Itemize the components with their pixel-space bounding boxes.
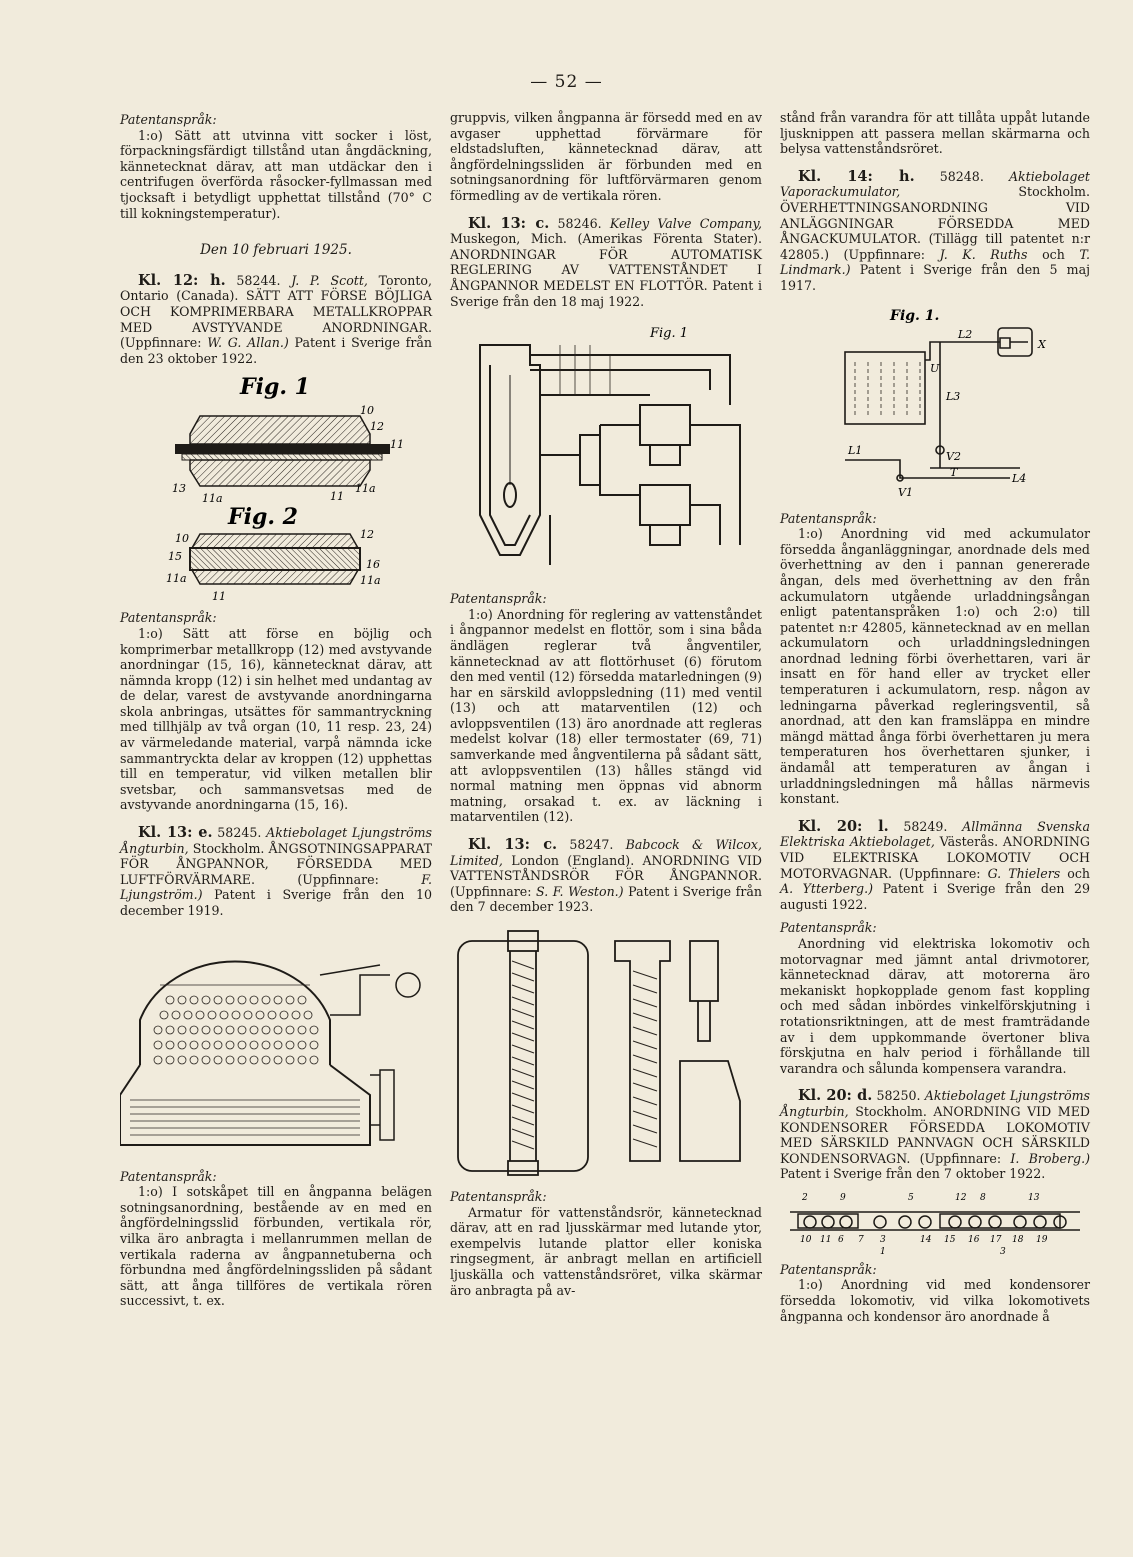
claim-text: 1:o) Anordning för reglering av vattenståndet i ångpannor medelst en flottör, som i sina båda ändlägen reglerar två ångventiler, kännetecknad av att flottörhuset (6) förutom den med ventil (12) försedda matarledningen (9) har en särskild avloppsledning (11) med ventil (13) och att matarventilen (12) och avloppsventilen (13) äro anordnade att regleras medelst kolvar (18) eller termostater (69, 71) samverkande med ångventilerna på sådant sätt, att avloppsventilen (13) hålles stängd vid normal matning men öppnas vid abnorm matning, orsakad t. ex. av läckning i matarventilen (12). — [450, 606, 762, 825]
patent-number: 58246. — [557, 215, 602, 231]
loco-ref: 9 — [840, 1192, 846, 1203]
loco-ref: 6 — [838, 1234, 844, 1245]
loco-ref: 11 — [820, 1234, 832, 1245]
class-label: Kl. 13: c. — [468, 214, 550, 232]
loco-ref: 12 — [955, 1192, 967, 1203]
fig1-ref: 13 — [172, 482, 186, 496]
inventor: I. Broberg.) — [1010, 1150, 1090, 1166]
claim-text: 1:o) I sotskåpet till en ångpanna belägen sotningsanordning, bestående av en med en ångfördelningsslid förbunden, vertikala rör, vilka äro anbragta i mellanrummen mellan de vertikala raderna av ångpannetuberna och förbundna med ångfördelningssliden på sådant sätt, att ånga tillföres de vertikala rören successivt, t. ex. — [120, 1184, 432, 1309]
loco-ref: 10 — [800, 1234, 812, 1245]
fig-ref: L1 — [848, 443, 863, 457]
loco-ref: 13 — [1028, 1192, 1040, 1203]
patent-holder: Kelley Valve Company, — [609, 215, 762, 231]
claim-heading: Patentanspråk: — [450, 1189, 547, 1204]
loco-ref: 5 — [908, 1192, 914, 1203]
claim-text: 1:o) Sätt att utvinna vitt socker i löst, förpackningsfärdigt tillstånd utan ångdäckning, kännetecknat därav, att man utdäckar den i centrifugen överförda råsocker-fyllmassan med tjocksaft i betydligt upphettat tillstånd (70° C till kokningstemperatur). — [120, 127, 432, 221]
patent-title: London (England). ANORDNING VID VATTENSTÅNDSRÖR FÖR ÅNGPANNOR. (Uppfinnare: — [450, 852, 762, 899]
class-label: Kl. 20: d. — [798, 1087, 873, 1105]
fig2-ref: 11a — [166, 572, 187, 586]
fig-ref: X — [1038, 337, 1046, 351]
patent-date: Patent i Sverige från den 5 maj 1917. — [780, 262, 1090, 293]
claim-continuation: gruppvis, vilken ångpanna är försedd med en av avgaser upphettad förvärmare för eldstadsluften, kännetecknad därav, att ångfördelningssliden är förbunden med en sotningsanordning för luftförvärmaren genom förmedling av de vertikala rören. — [450, 110, 762, 203]
column-2 — [450, 110, 762, 1298]
patent-holder: J. P. Scott, — [291, 272, 368, 288]
claim-text: Anordning vid elektriska lokomotiv och motorvagnar med jämnt antal drivmotorer, kännetecknad därav, att motorerna äro mekaniskt hopkopplade genom fast koppling och med sådan inbördes vinkelförskjutning i rotationsriktningen, att de mest framträdande av i dem uppkommande övertoner bliva förskjutna en halv period i förhållande till varandra och sålunda kompensera varandra. — [780, 935, 1090, 1076]
figure-accumulator — [780, 300, 1090, 505]
fig-ref: L3 — [946, 389, 961, 403]
patent-holder: Aktiebolaget Ljungströms Ångturbin, — [120, 825, 432, 856]
claim-heading: Patentanspråk: — [450, 591, 547, 607]
patent-number: 58248. — [939, 168, 984, 184]
issue-date: Den 10 februari 1925. — [200, 242, 352, 259]
claim-heading: Patentanspråk: — [120, 1168, 217, 1184]
loco-ref: 1 — [880, 1246, 886, 1256]
fig1-ref: 10 — [360, 404, 374, 418]
fig2-ref: 11 — [212, 590, 226, 604]
class-label: Kl. 12: h. — [138, 271, 226, 289]
inventor: T. Lindmark.) — [780, 246, 1090, 278]
loco-ref: 15 — [944, 1234, 956, 1245]
patent-number: 58245. — [217, 825, 262, 841]
patent-entry-58250 — [780, 1088, 1090, 1182]
inventor: A. Ytterberg.) — [780, 881, 874, 897]
loco-ref: 7 — [858, 1234, 864, 1245]
fig1-label: Fig. 1 — [240, 374, 310, 401]
fig2-ref: 10 — [175, 532, 189, 546]
loco-ref: 14 — [920, 1234, 932, 1245]
claim-text: Armatur för vattenståndsrör, kännetecknad därav, att en rad ljusskärmar med lutande ytor, exempelvis lutande plattor eller koniska ringsegment, är anbragt mellan en artificiell ljuskälla och vattenståndsröret, vilka skärmar äro anbragta på av- — [450, 1204, 762, 1298]
column-1 — [120, 110, 432, 1309]
fig-label: Fig. 1. — [890, 307, 940, 324]
patent-title: Stockholm. ANORDNING VID MED KONDENSORER FÖRSEDDA LOKOMOTIV MED SÄRSKILD PANNVAGN OCH SÄRSKILD KONDENSORVAGN. (Uppfinnare: — [780, 1103, 1090, 1166]
loco-ref: 19 — [1036, 1234, 1048, 1245]
patent-title: Västerås. ANORDNING VID ELEKTRISKA LOKOMOTIV OCH MOTORVAGNAR. (Uppfinnare: — [780, 834, 1090, 881]
loco-ref: 18 — [1012, 1234, 1024, 1245]
fig-label: Fig. 1 — [650, 326, 689, 342]
claim-text: 1:o) Sätt att förse en böjlig och komprimerbar metallkropp (12) med avstyvande anordningar (15, 16), kännetecknat därav, att nämnda kropp (12) i sin helhet med undantag av de delar, varest de avstyvande anordningarna skola anbringas, utsättes för sammantryckning med tillhjälp av två organ (10, 11 resp. 23, 24) av värmeledande material, varpå nämnda icke sammantryckta delar av kroppen (12) upphettas till en temperatur, vid vilken metallen blir svetsbar, och sammansvetsas med de avstyvande anordningarna (15, 16). — [120, 625, 432, 813]
loco-ref: 3 — [880, 1234, 886, 1245]
fig2-ref: 11a — [360, 574, 381, 588]
fig-ref: L2 — [958, 327, 973, 341]
patent-entry-58245 — [120, 825, 432, 919]
patent-date: Patent i Sverige från den 10 december 1919. — [120, 887, 432, 918]
figure-float-regulator — [450, 315, 762, 585]
loco-ref: 8 — [980, 1192, 986, 1203]
conjunction: och — [1042, 246, 1065, 262]
claim-text: 1:o) Anordning vid med kondensorer försedda lokomotiv, vid vilka lokomotivets ångpanna och kondensor äro anordnade å — [780, 1277, 1090, 1324]
patent-title: Muskegon, Mich. (Amerikas Förenta Stater). ANORDNINGAR FÖR AUTOMATISK REGLERING AV VATTENSTÅNDET I ÅNGPANNOR MEDELST EN FLOTTÖR. Patent i Sverige från den 18 maj 1922. — [450, 231, 762, 309]
claim-heading: Patentanspråk: — [780, 920, 877, 936]
figure-locomotive — [780, 1188, 1090, 1256]
inventor: F. Ljungström.) — [120, 871, 432, 903]
inventor: S. F. Weston.) — [536, 883, 624, 899]
fig1-ref: 11 — [330, 490, 344, 504]
fig-ref: T — [950, 465, 958, 479]
claim-heading: Patentanspråk: — [780, 1261, 877, 1277]
patent-title: Toronto, Ontario (Canada). SÄTT ATT FÖRSE BÖJLIGA OCH KOMPRIMERBARA METALLKROPPAR MED AVSTYVANDE ANORDNINGAR. (Uppfinnare: — [120, 272, 432, 351]
loco-ref: 3 — [1000, 1246, 1006, 1256]
loco-ref: 2 — [802, 1192, 808, 1203]
fig2-ref: 16 — [366, 558, 380, 572]
patent-entry-58247 — [450, 837, 762, 915]
patent-entry-58246 — [450, 216, 762, 310]
patent-number: 58249. — [903, 818, 948, 834]
patent-entry-58249 — [780, 819, 1090, 913]
column-3 — [780, 110, 1090, 1324]
fig-ref: V2 — [946, 449, 961, 463]
class-label: Kl. 13: c. — [468, 836, 558, 854]
patent-date: Patent i Sverige från den 23 oktober 1922. — [120, 335, 432, 366]
patent-number: 58247. — [569, 837, 614, 853]
loco-ref: 16 — [968, 1234, 980, 1245]
inventor: J. K. Ruths — [939, 246, 1028, 262]
figure-boiler-soot — [120, 925, 432, 1163]
fig-ref: U — [930, 361, 940, 375]
claim-text: 1:o) Anordning vid med ackumulator försedda ånganläggningar, anordnade dels med överhettning av den i pannan genererade ångan, dels med överhettning av den från ackumulatorn utgående urladdningsångan enligt patentanspråken 1:o) och 2:o) till patentet n:r 42805, kännetecknad av en mellan ackumulatorn och urladdningsledningen anordnad ledning förbi överhettaren, vari är insatt en för hand eller av trycket eller temperaturen i ackumulatorn, resp. någon av ledningarna påverkad regleringsventil, så anordnad, att den kan framsläppa en mindre mängd mättad ånga förbi överhettaren ju mera temperaturen hos överhettaren sjunker, i ändamål att temperaturen av ångan i urladdningsledningen må hållas närmevis konstant. — [780, 526, 1090, 807]
patent-number: 58244. — [236, 272, 281, 288]
inventor: W. G. Allan.) — [207, 335, 289, 351]
patent-holder: Allmänna Svenska Elektriska Aktiebolaget, — [780, 818, 1090, 850]
patent-entry-58248 — [780, 169, 1090, 294]
patent-entry-58244 — [120, 273, 432, 367]
class-label: Kl. 14: h. — [798, 167, 915, 185]
fig1-ref: 11a — [202, 492, 223, 506]
patent-holder: Babcock & Wilcox, Limited, — [450, 837, 762, 868]
patent-title: Stockholm. ÅNGSOTNINGSAPPARAT FÖR ÅNGPANNOR, FÖRSEDDA MED LUFTFÖRVÄRMARE. (Uppfinnare: — [120, 840, 432, 887]
conjunction: och — [1067, 865, 1090, 881]
fig2-ref: 15 — [168, 550, 182, 564]
claim-heading: Patentanspråk: — [120, 112, 217, 127]
fig2-ref: 12 — [360, 528, 374, 542]
patent-date: Patent i Sverige från den 29 augusti 1922. — [780, 881, 1090, 912]
figure-metal-body — [120, 372, 432, 604]
figure-water-gauge — [450, 921, 762, 1183]
class-label: Kl. 20: l. — [798, 817, 889, 835]
fig1-ref: 12 — [370, 420, 384, 434]
page-number: — 52 — — [530, 72, 603, 92]
fig-ref: V1 — [898, 485, 913, 499]
patent-date: Patent i Sverige från den 7 oktober 1922. — [780, 1166, 1046, 1182]
fig1-ref: 11a — [355, 482, 376, 496]
fig2-label: Fig. 2 — [228, 504, 298, 531]
inventor: G. Thielers — [987, 865, 1061, 881]
fig-ref: L4 — [1012, 471, 1027, 485]
claim-heading: Patentanspråk: — [780, 510, 877, 526]
patent-holder: Aktiebolaget Ljungströms Ångturbin, — [780, 1088, 1090, 1119]
loco-ref: 17 — [990, 1234, 1002, 1245]
patent-holder: Aktiebolaget Vaporackumulator, — [780, 168, 1090, 200]
class-label: Kl. 13: e. — [138, 824, 213, 842]
fig1-ref: 11 — [390, 438, 404, 452]
claim-heading: Patentanspråk: — [120, 610, 217, 626]
patent-date: Patent i Sverige från den 7 december 1923. — [450, 883, 762, 915]
patent-number: 58250. — [876, 1088, 921, 1104]
patent-title: Stockholm. ÖVERHETTNINGSANORDNING VID ANLÄGGNINGAR FÖRSEDDA MED ÅNGACKUMULATOR. (Tillägg till patentet n:r 42805.) (Uppfinnare: — [780, 184, 1090, 262]
claim-continuation: stånd från varandra för att tillåta uppåt lutande ljusknippen att passera mellan skärmarna och belysa vattenståndsröret. — [780, 110, 1090, 157]
